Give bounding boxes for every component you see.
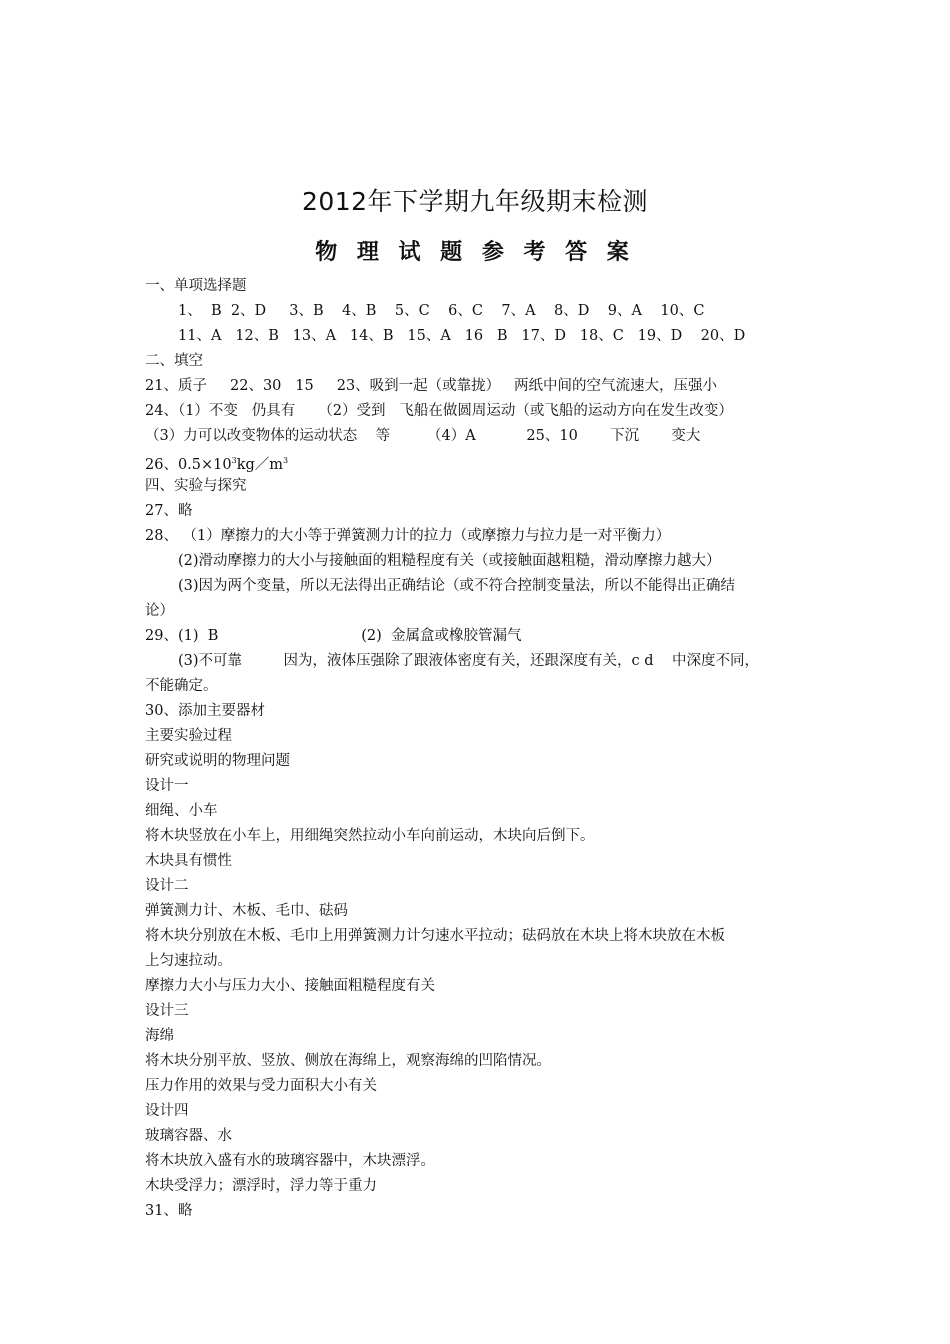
- answer-line: 弹簧测力计、木板、毛巾、砝码: [145, 903, 348, 919]
- answer-line: 1、 B 2、D 3、B 4、B 5、C 6、C 7、A 8、D 9、A 10、C: [178, 303, 705, 319]
- page-subtitle: 物 理 试 题 参 考 答 案: [315, 239, 635, 265]
- answer-line: 11、A 12、B 13、A 14、B 15、A 16 B 17、D 18、C 19、D 20、D: [178, 328, 746, 344]
- answer-line: 将木块竖放在小车上，用细绳突然拉动小车向前运动，木块向后倒下。: [145, 828, 595, 844]
- answer-line: 论）: [145, 603, 174, 619]
- q26-value: 26、0.5×10: [145, 457, 232, 473]
- answer-line: (3)不可靠 因为，液体压强除了跟液体密度有关，还跟深度有关，c d 中深度不同，: [178, 653, 759, 669]
- design-heading: 设计三: [145, 1003, 189, 1019]
- answer-line: 21、质子 22、30 15 23、吸到一起（或靠拢） 两纸中间的空气流速大，压强小: [145, 378, 717, 394]
- answer-line: 木块具有惯性: [145, 853, 232, 869]
- answer-line: 30、添加主要器材: [145, 703, 265, 719]
- q26-exponent: 3: [231, 456, 237, 465]
- answer-line: 将木块放入盛有水的玻璃容器中，木块漂浮。: [145, 1153, 435, 1169]
- answer-line: 将木块分别放在木板、毛巾上用弹簧测力计匀速水平拉动；砝码放在木块上将木块放在木板: [145, 928, 725, 944]
- answer-line: 木块受浮力；漂浮时，浮力等于重力: [145, 1178, 377, 1194]
- answer-line: 不能确定。: [145, 678, 218, 694]
- answer-line: 摩擦力大小与压力大小、接触面粗糙程度有关: [145, 978, 435, 994]
- page-title: 2012年下学期九年级期末检测: [301, 187, 649, 216]
- answer-line: 29、(1) B (2) 金属盒或橡胶管漏气: [145, 628, 522, 644]
- answer-line: 24、（1）不变 仍具有 （2）受到 飞船在做圆周运动（或飞船的运动方向在发生改变）: [145, 403, 733, 419]
- answer-line: (3)因为两个变量，所以无法得出正确结论（或不符合控制变量法，所以不能得出正确结: [178, 578, 736, 594]
- answer-line: 海绵: [145, 1028, 174, 1044]
- answer-line: 玻璃容器、水: [145, 1128, 232, 1144]
- answer-line: 研究或说明的物理问题: [145, 753, 290, 769]
- section-heading: 一、单项选择题: [145, 278, 247, 294]
- answer-line: 压力作用的效果与受力面积大小有关: [145, 1078, 377, 1094]
- design-heading: 设计一: [145, 778, 189, 794]
- design-heading: 设计二: [145, 878, 189, 894]
- section-heading: 四、实验与探究: [145, 478, 247, 494]
- answer-line: 细绳、小车: [145, 803, 218, 819]
- answer-line: （3）力可以改变物体的运动状态 等 （4）A 25、10 下沉 变大: [145, 428, 701, 444]
- q26-unit: kg／m: [236, 457, 284, 473]
- answer-line: 将木块分别平放、竖放、侧放在海绵上，观察海绵的凹陷情况。: [145, 1053, 551, 1069]
- design-heading: 设计四: [145, 1103, 189, 1119]
- section-heading: 二、填空: [145, 353, 203, 369]
- answer-line: (2)滑动摩擦力的大小与接触面的粗糙程度有关（或接触面越粗糙，滑动摩擦力越大）: [178, 553, 721, 569]
- answer-line: 主要实验过程: [145, 728, 232, 744]
- answer-line: 31、略: [145, 1203, 193, 1219]
- answer-line: [145, 451, 288, 475]
- answer-line: 27、略: [145, 503, 193, 519]
- answer-line: 28、 （1）摩擦力的大小等于弹簧测力计的拉力（或摩擦力与拉力是一对平衡力）: [145, 528, 671, 544]
- q26-unit-exponent: 3: [283, 456, 289, 465]
- answer-line: 上匀速拉动。: [145, 953, 232, 969]
